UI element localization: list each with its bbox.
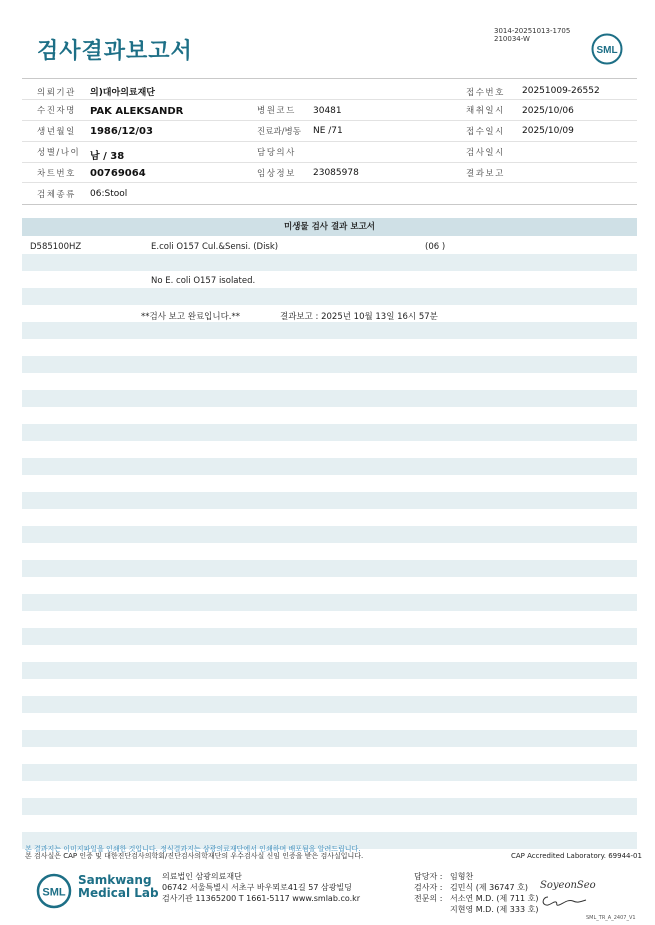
accreditation-notice: 본 검사실은 CAP 인증 및 대한진단검사의학회/진단검사의학재단의 우수검사실 신임 인증을 받은 검사실입니다. [25,852,364,860]
result-row-stripe [22,696,637,713]
divider [22,120,637,121]
divider [22,99,637,100]
collect-date-value: 2025/10/06 [522,106,574,116]
chart-value: 00769064 [90,168,146,179]
result-row-stripe [22,662,637,679]
result-row-stripe [22,526,637,543]
result-row-stripe [22,628,637,645]
divider [22,182,637,183]
document-id-line2: 210034-W [494,35,530,43]
birth-label: 생년월일 [37,127,76,137]
receipt-date-value: 2025/10/09 [522,126,574,136]
receipt-no-value: 20251009-26552 [522,86,600,96]
page-title: 검사결과보고서 [37,39,193,64]
divider [22,204,637,205]
staff-values [450,871,538,915]
manager-label: 담당자 : [414,872,443,881]
clinical-value: 23085978 [313,168,359,178]
patient-value: PAK ALEKSANDR [90,106,184,117]
tester-name: 김민식 (제 36747 호) [450,883,528,892]
result-row-stripe [22,322,637,339]
result-row-stripe [22,254,637,271]
result-row-stripe [22,356,637,373]
org-contact: 검사기관 11365200 T 1661-5117 www.smlab.co.kr [162,894,361,903]
completion-note: **검사 보고 완료입니다.** [141,312,241,322]
signature-1: SoyeonSeo [540,880,596,891]
result-row-stripe [22,492,637,509]
specialist-label: 전문의 : [414,894,443,903]
result-row-stripe [22,764,637,781]
image-notice: 본 결과지는 이미지파일을 인쇄한 것입니다. 정식결과지는 삼광의료재단에서 인쇄하며 배포됨을 알려드립니다. [25,845,361,853]
divider [22,78,637,79]
specialist-name-1: 서소연 M.D. (제 711 호) [450,894,539,903]
result-row-stripe [22,424,637,441]
test-finding: No E. coli O157 isolated. [151,276,256,286]
org-info [162,871,360,904]
doctor-label: 담당의사 [257,148,296,158]
birth-value: 1986/12/03 [90,126,153,137]
result-row-stripe [22,730,637,747]
divider [22,162,637,163]
manager-name: 임형찬 [450,872,474,881]
receipt-date-label: 접수일시 [466,127,505,137]
hospital-code-label: 병원코드 [257,106,296,116]
institution-value: 의)대아의료재단 [90,88,155,98]
sml-footer-logo-text: SML [42,886,66,899]
divider [22,141,637,142]
brand-line2: Medical Lab [78,886,159,900]
specimen-value: 06:Stool [90,189,128,199]
brand-name [78,874,159,900]
sml-logo-text: SML [596,45,618,56]
test-name: E.coli O157 Cul.&Sensi. (Disk) [151,242,279,252]
tester-label: 검사자 : [414,883,443,892]
sex-age-label: 성별/나이 [37,148,81,158]
report-time: 결과보고 : 2025년 10월 13일 16시 57분 [280,312,438,322]
test-date-label: 검사일시 [466,148,505,158]
hospital-code-value: 30481 [313,106,342,116]
results-heading: 미생물 검사 결과 보고서 [22,218,637,236]
dept-value: NE /71 [313,126,343,136]
result-row-stripe [22,390,637,407]
form-code: SML_TR_A_2407_V1 [586,915,636,921]
document-id [494,27,570,43]
result-row-stripe [22,288,637,305]
dept-label: 진료과/병동 [257,127,301,137]
result-row-stripe [22,594,637,611]
collect-date-label: 채취일시 [466,106,505,116]
result-row-stripe [22,458,637,475]
document-id-line1: 3014-20251013-1705 [494,27,571,35]
sml-footer-logo [36,873,72,909]
org-name: 의료법인 삼광의료재단 [162,872,242,881]
test-code: D585100HZ [30,242,82,252]
receipt-no-label: 접수번호 [466,88,505,98]
sex-age-value: 남 / 38 [90,151,125,162]
result-row-stripe [22,560,637,577]
staff-labels [414,871,442,904]
test-suffix: (06 ) [425,242,446,252]
signature-2 [540,893,590,909]
institution-label: 의뢰기관 [37,88,76,98]
sml-logo [591,33,623,65]
brand-line1: Samkwang [78,873,152,887]
specimen-label: 검체종류 [37,190,76,200]
chart-label: 차트번호 [37,169,76,179]
result-row-stripe [22,798,637,815]
cap-accreditation: CAP Accredited Laboratory. 69944-01 [511,852,642,860]
specialist-name-2: 지현영 M.D. (제 333 호) [450,905,539,914]
clinical-label: 임상정보 [257,169,296,179]
org-address: 06742 서울특별시 서초구 바우뫼로41길 57 삼광빌딩 [162,883,352,892]
patient-label: 수진자명 [37,106,76,116]
report-label: 결과보고 [466,169,505,179]
